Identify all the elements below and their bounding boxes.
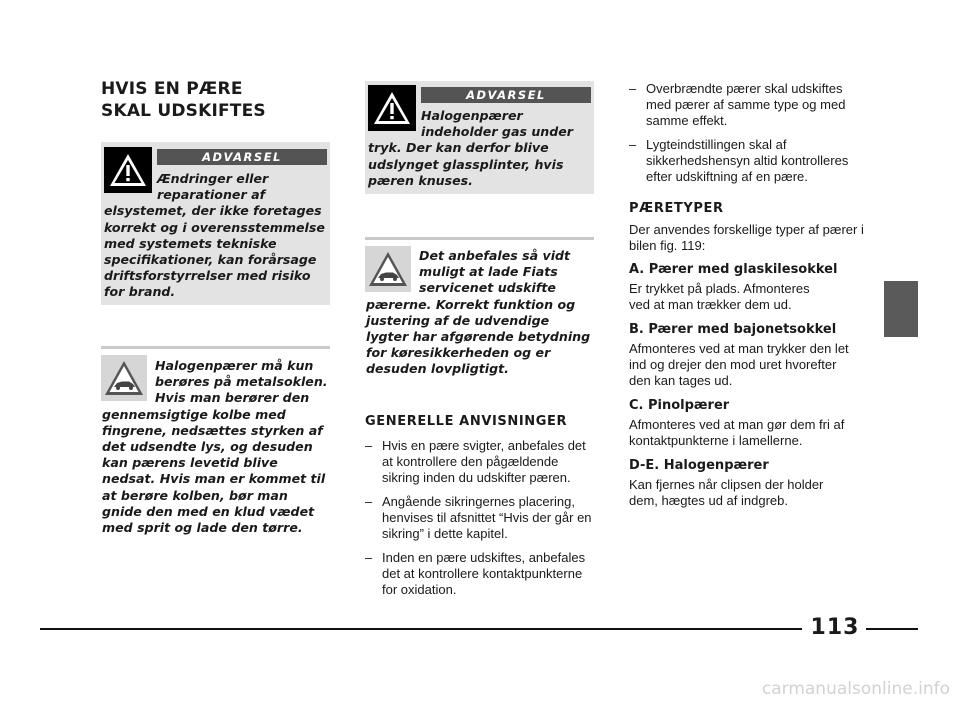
general-heading: GENERELLE ANVISNINGER <box>365 414 568 429</box>
note-text: Halogenpærer må kun berøres på metalsoklen. Hvis man berører den gennemsigtige kolbe med fingrene, nedsættes styrken af det udsendte lys, og desuden kan pærens levetid blive nedsat. Hvis man er kommet til at berøre kolben, bør man gnide den med en klud vædet med sprit og lade den tørre. <box>102 358 328 536</box>
note-text: Det anbefales så vidt muligt at lade Fiats servicenet udskifte pærerne. Korrekt funktion og justering af de udvendige lygter har afgørende betydning for køresikkerheden og er desuden lovpligtigt. <box>366 248 591 377</box>
bulb-type-c-title: C. Pinolpærer <box>629 398 730 413</box>
watermark: carmanualsonline.info <box>761 679 950 699</box>
list-item: – Overbrændte pærer skal udskiftes med pærer af samme type og med samme effekt. <box>629 81 864 129</box>
bulb-types-intro: Der anvendes forskellige typer af pærer i bilen fig. 119: <box>629 222 864 253</box>
section-title-line2: SKAL UDSKIFTES <box>101 101 266 121</box>
bulb-types-heading: PÆRETYPER <box>629 201 724 216</box>
list-item: – Hvis en pære svigter, anbefales det at kontrollere den pågældende sikring inden du udskifter pæren. <box>365 438 597 486</box>
bulb-type-b-title: B. Pærer med bajonetsokkel <box>629 322 837 337</box>
note-service-recommendation <box>365 244 594 384</box>
note-divider <box>365 237 594 240</box>
right-column <box>629 81 864 509</box>
section-title-line1: HVIS EN PÆRE <box>101 79 243 99</box>
warning-box-halogen-pressure <box>365 81 594 194</box>
warning-label: ADVARSEL <box>157 149 327 165</box>
bulb-type-a-title: A. Pærer med glaskilesokkel <box>629 262 838 277</box>
section-title <box>101 78 341 122</box>
footer-line-right <box>866 628 918 630</box>
warning-text: Ændringer eller reparationer af elsystemet, der ikke foretages korrekt og i overensstemmelse med systemets tekniske specifikationer, kan forårsage driftsforstyrrelser med risiko for brand. <box>104 171 325 300</box>
general-instructions <box>365 414 597 606</box>
list-item: – Angående sikringernes placering, henvises til afsnittet “Hvis der går en sikring” i dette kapitel. <box>365 494 597 542</box>
warning-label: ADVARSEL <box>421 87 591 103</box>
list-item: – Inden en pære udskiftes, anbefales det at kontrollere kontaktpunkterne for oxidation. <box>365 550 597 598</box>
right-list <box>629 81 864 185</box>
bulb-type-c-text: Afmonteres ved at man gør dem fri af kontaktpunkterne i lamellerne. <box>629 417 845 448</box>
chapter-tab <box>884 281 918 337</box>
warning-box-electrical <box>101 142 330 305</box>
general-list <box>365 438 597 598</box>
warning-text: Halogenpærer indeholder gas under tryk. Der kan derfor blive udslynget glassplinter, hvis pæren knuses. <box>368 108 574 188</box>
page-number: 113 <box>810 615 860 640</box>
note-halogen-handling <box>101 353 330 543</box>
bulb-type-de-title: D-E. Halogenpærer <box>629 458 769 473</box>
bulb-type-de-text: Kan fjernes når clipsen der holder dem, hægtes ud af indgreb. <box>629 477 824 508</box>
list-item: – Lygteindstillingen skal af sikkerhedshensyn altid kontrolleres efter udskiftning af en pære. <box>629 137 864 185</box>
note-divider <box>101 346 330 349</box>
bulb-type-b-text: Afmonteres ved at man trykker den let ind og drejer den mod uret hvorefter den kan tages ud. <box>629 341 849 388</box>
bulb-type-a-text: Er trykket på plads. Afmonteres ved at man trækker dem ud. <box>629 281 810 312</box>
footer-line-left <box>40 628 802 630</box>
